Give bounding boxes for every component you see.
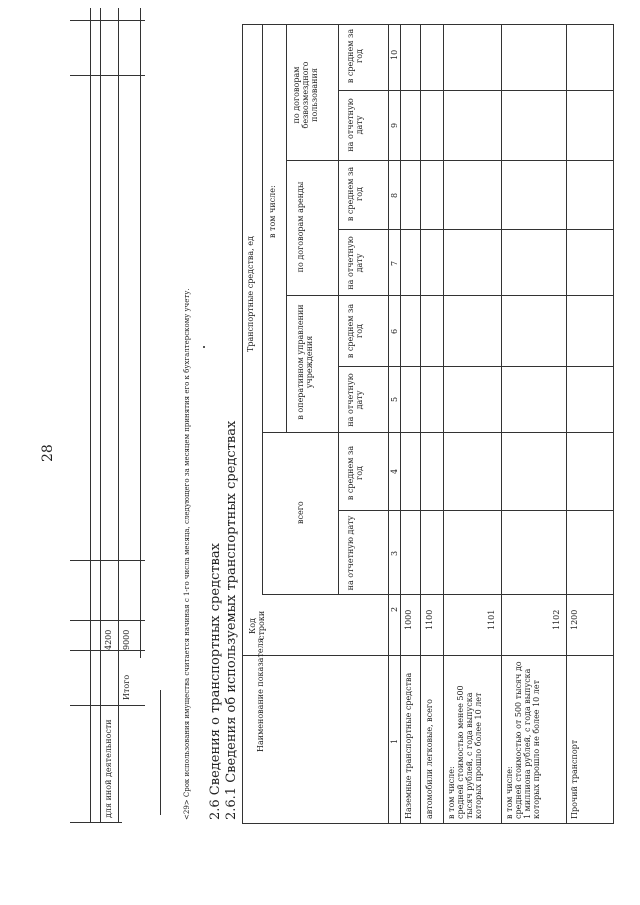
section-title: 2.6 Сведения о транспортных средствах: [208, 543, 223, 820]
colnum-1: 1: [390, 738, 399, 744]
header-lease: по договорам аренды: [296, 181, 305, 273]
colnum-8: 8: [390, 192, 399, 198]
subsection-title: 2.6.1 Сведения об используемых транспортных средствах: [224, 420, 239, 820]
header-row-code: Код строки: [248, 610, 266, 640]
colnum-6: 6: [390, 328, 399, 334]
colnum-10: 10: [390, 49, 399, 60]
subheader-col3-on-date: на отчетную дату: [346, 515, 355, 591]
subheader-col9-on-date: на отчетную дату: [346, 98, 364, 152]
header-including: в том числе:: [268, 185, 277, 238]
row-code-1101: 1101: [487, 609, 496, 630]
row-code-other-activity: 4200: [104, 629, 113, 650]
header-indicator-name: Наименование показателя: [256, 638, 265, 752]
row-label-other-activity: для иной деятельности: [104, 719, 113, 818]
row-code-1100: 1100: [425, 609, 434, 630]
footnote: <29> Срок использования имущества считается начиная с 1-го числа месяца, следующего за месяцем принятия его к бухгалтерскому учету.: [183, 288, 191, 820]
row-code-total: 9000: [122, 629, 131, 650]
row-label-1000: Наземные транспортные средства: [404, 672, 413, 819]
footnote-separator: [160, 690, 161, 815]
scan-mark: [203, 346, 205, 348]
colnum-3: 3: [390, 550, 399, 556]
colnum-2: 2: [390, 606, 399, 612]
colnum-5: 5: [390, 396, 399, 402]
row-label-1200: Прочий транспорт: [570, 739, 579, 819]
row-code-1102: 1102: [552, 609, 561, 630]
row-code-1200: 1200: [570, 609, 579, 630]
subheader-col7-on-date: на отчетную дату: [346, 236, 364, 290]
subheader-col4-avg-year: в среднем за год: [346, 445, 364, 501]
row-label-1102: в том числе: средней стоимостью от 500 тысяч до 1 миллиона рублей, с года выпуска которых прошло не более 10 лет: [505, 661, 541, 819]
row-label-1100: автомобили легковые, всего: [425, 699, 434, 819]
subheader-col5-on-date: на отчетную дату: [346, 373, 364, 427]
subheader-col6-avg-year: в среднем за год: [346, 303, 364, 359]
row-label-1101: в том числе: средней стоимостью менее 500 тысяч рублей, с года выпуска которых прошло более 10 лет: [447, 685, 483, 819]
row-label-total: Итого: [122, 674, 131, 700]
header-total: всего: [296, 501, 305, 524]
subheader-col10-avg-year: в среднем за год: [346, 28, 364, 84]
page-number: 28: [40, 444, 56, 462]
colnum-9: 9: [390, 122, 399, 128]
colnum-4: 4: [390, 468, 399, 474]
header-free-use: по договорам безвозмездного пользования: [292, 61, 319, 129]
row-code-1000: 1000: [404, 609, 413, 630]
header-transport: Транспортные средства, ед: [246, 236, 255, 352]
header-operational: в оперативном управлении учреждения: [296, 304, 314, 420]
subheader-col8-avg-year: в среднем за год: [346, 166, 364, 222]
colnum-7: 7: [390, 260, 399, 266]
